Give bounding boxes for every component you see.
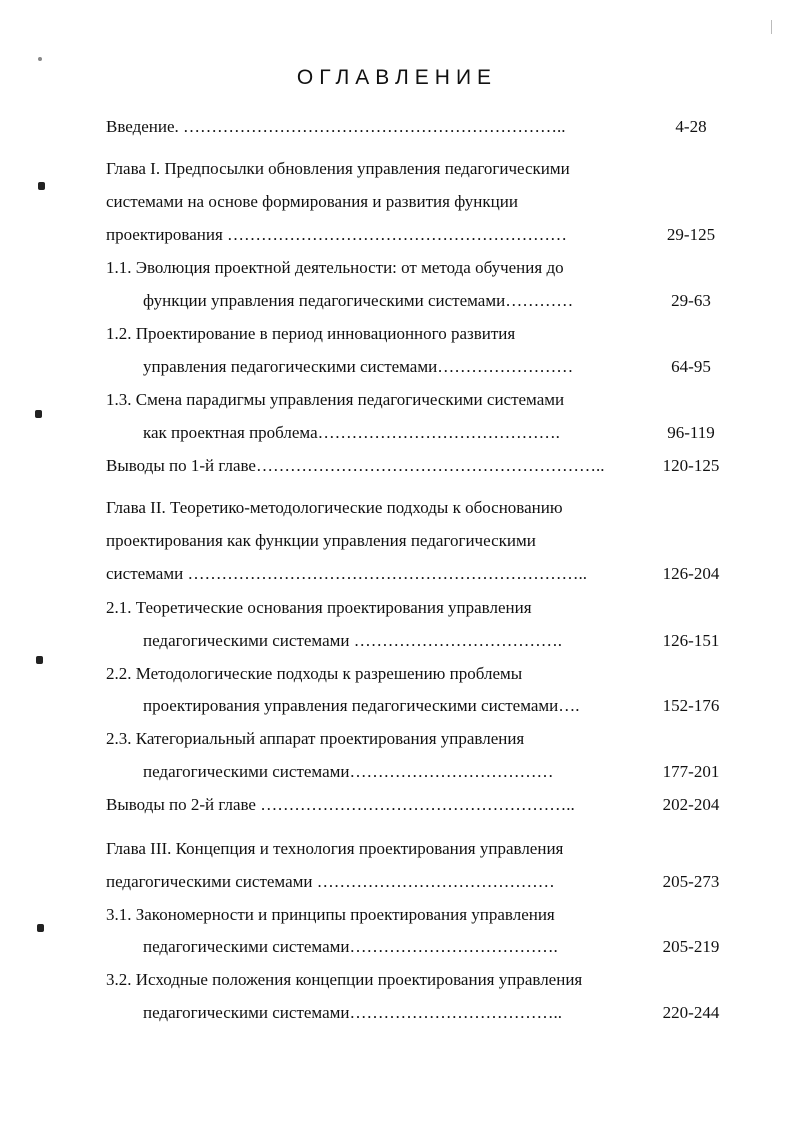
toc-entry-pages: 29-63 [671,291,711,310]
toc-entry-line: управления педагогическими системами…………………… [143,357,574,376]
toc-entry-line: педагогическими системами ………………………………. [143,631,562,650]
toc-entry-line: проектирования как функции управления педагогическими [106,531,536,550]
toc-entry-line: педагогическими системами……………………………….. [143,1003,562,1022]
toc-entry-pages: 126-151 [662,631,720,650]
scan-mark [38,182,45,190]
toc-entry-line: 1.2. Проектирование в период инновационного развития [106,324,516,343]
toc-entry-pages: 4-28 [675,117,707,136]
toc-entry-pages: 152-176 [662,696,720,715]
toc-entry-line: функции управления педагогическими системами………… [143,291,574,310]
scan-mark [36,656,43,664]
toc-entry-line: 2.2. Методологические подходы к разрешению проблемы [106,664,523,683]
toc-entry-pages: 64-95 [671,357,711,376]
toc-entry-pages: 205-219 [662,937,720,956]
toc-entry-pages: 120-125 [662,456,720,475]
toc-entry-line: проектирования управления педагогическими системами…. [143,696,580,715]
toc-entry-pages: 96-119 [667,423,715,442]
toc-entry-line: 2.3. Категориальный аппарат проектирования управления [106,729,525,748]
toc-entry-pages: 29-125 [666,225,716,244]
scan-mark [37,924,44,932]
scan-mark [38,57,42,61]
toc-entry-pages: 205-273 [662,872,720,891]
toc-entry-pages: 177-201 [662,762,720,781]
toc-entry-pages: 202-204 [662,795,720,814]
toc-entry-line: педагогическими системами……………………………… [143,762,554,781]
scan-mark [771,20,772,34]
toc-entry-line: системами …………………………………………………………….. [106,564,587,583]
toc-entry-line: 1.3. Смена парадигмы управления педагогическими системами [106,390,565,409]
toc-entry-line: Глава I. Предпосылки обновления управления педагогическими [106,159,570,178]
toc-entry-line: 2.1. Теоретические основания проектирования управления [106,598,532,617]
scan-mark [35,410,42,418]
toc-entry-line: системами на основе формирования и развития функции [106,192,518,211]
toc-entry-line: Введение. ………………………………………………………….. [106,117,566,136]
toc-entry-line: Глава II. Теоретико-методологические подходы к обоснованию [106,498,563,517]
toc-entry-pages: 126-204 [662,564,720,583]
toc-entry-line: 1.1. Эволюция проектной деятельности: от метода обучения до [106,258,564,277]
toc-entry-line: 3.2. Исходные положения концепции проектирования управления [106,970,583,989]
toc-entry-line: Выводы по 2-й главе ……………………………………………….. [106,795,575,814]
toc-entry-line: Выводы по 1-й главе…………………………………………………….. [106,456,605,475]
toc-entry-line: 3.1. Закономерности и принципы проектирования управления [106,905,555,924]
toc-entry-line: проектирования …………………………………………………… [106,225,568,244]
toc-entry-line: Глава III. Концепция и технология проектирования управления [106,839,564,858]
toc-entry-line: педагогическими системами………………………………. [143,937,558,956]
toc-entry-line: педагогическими системами …………………………………… [106,872,555,891]
page-title: ОГЛАВЛЕНИЕ [296,66,498,89]
toc-entry-line: как проектная проблема……………………………………. [143,423,560,442]
toc-entry-pages: 220-244 [662,1003,720,1022]
